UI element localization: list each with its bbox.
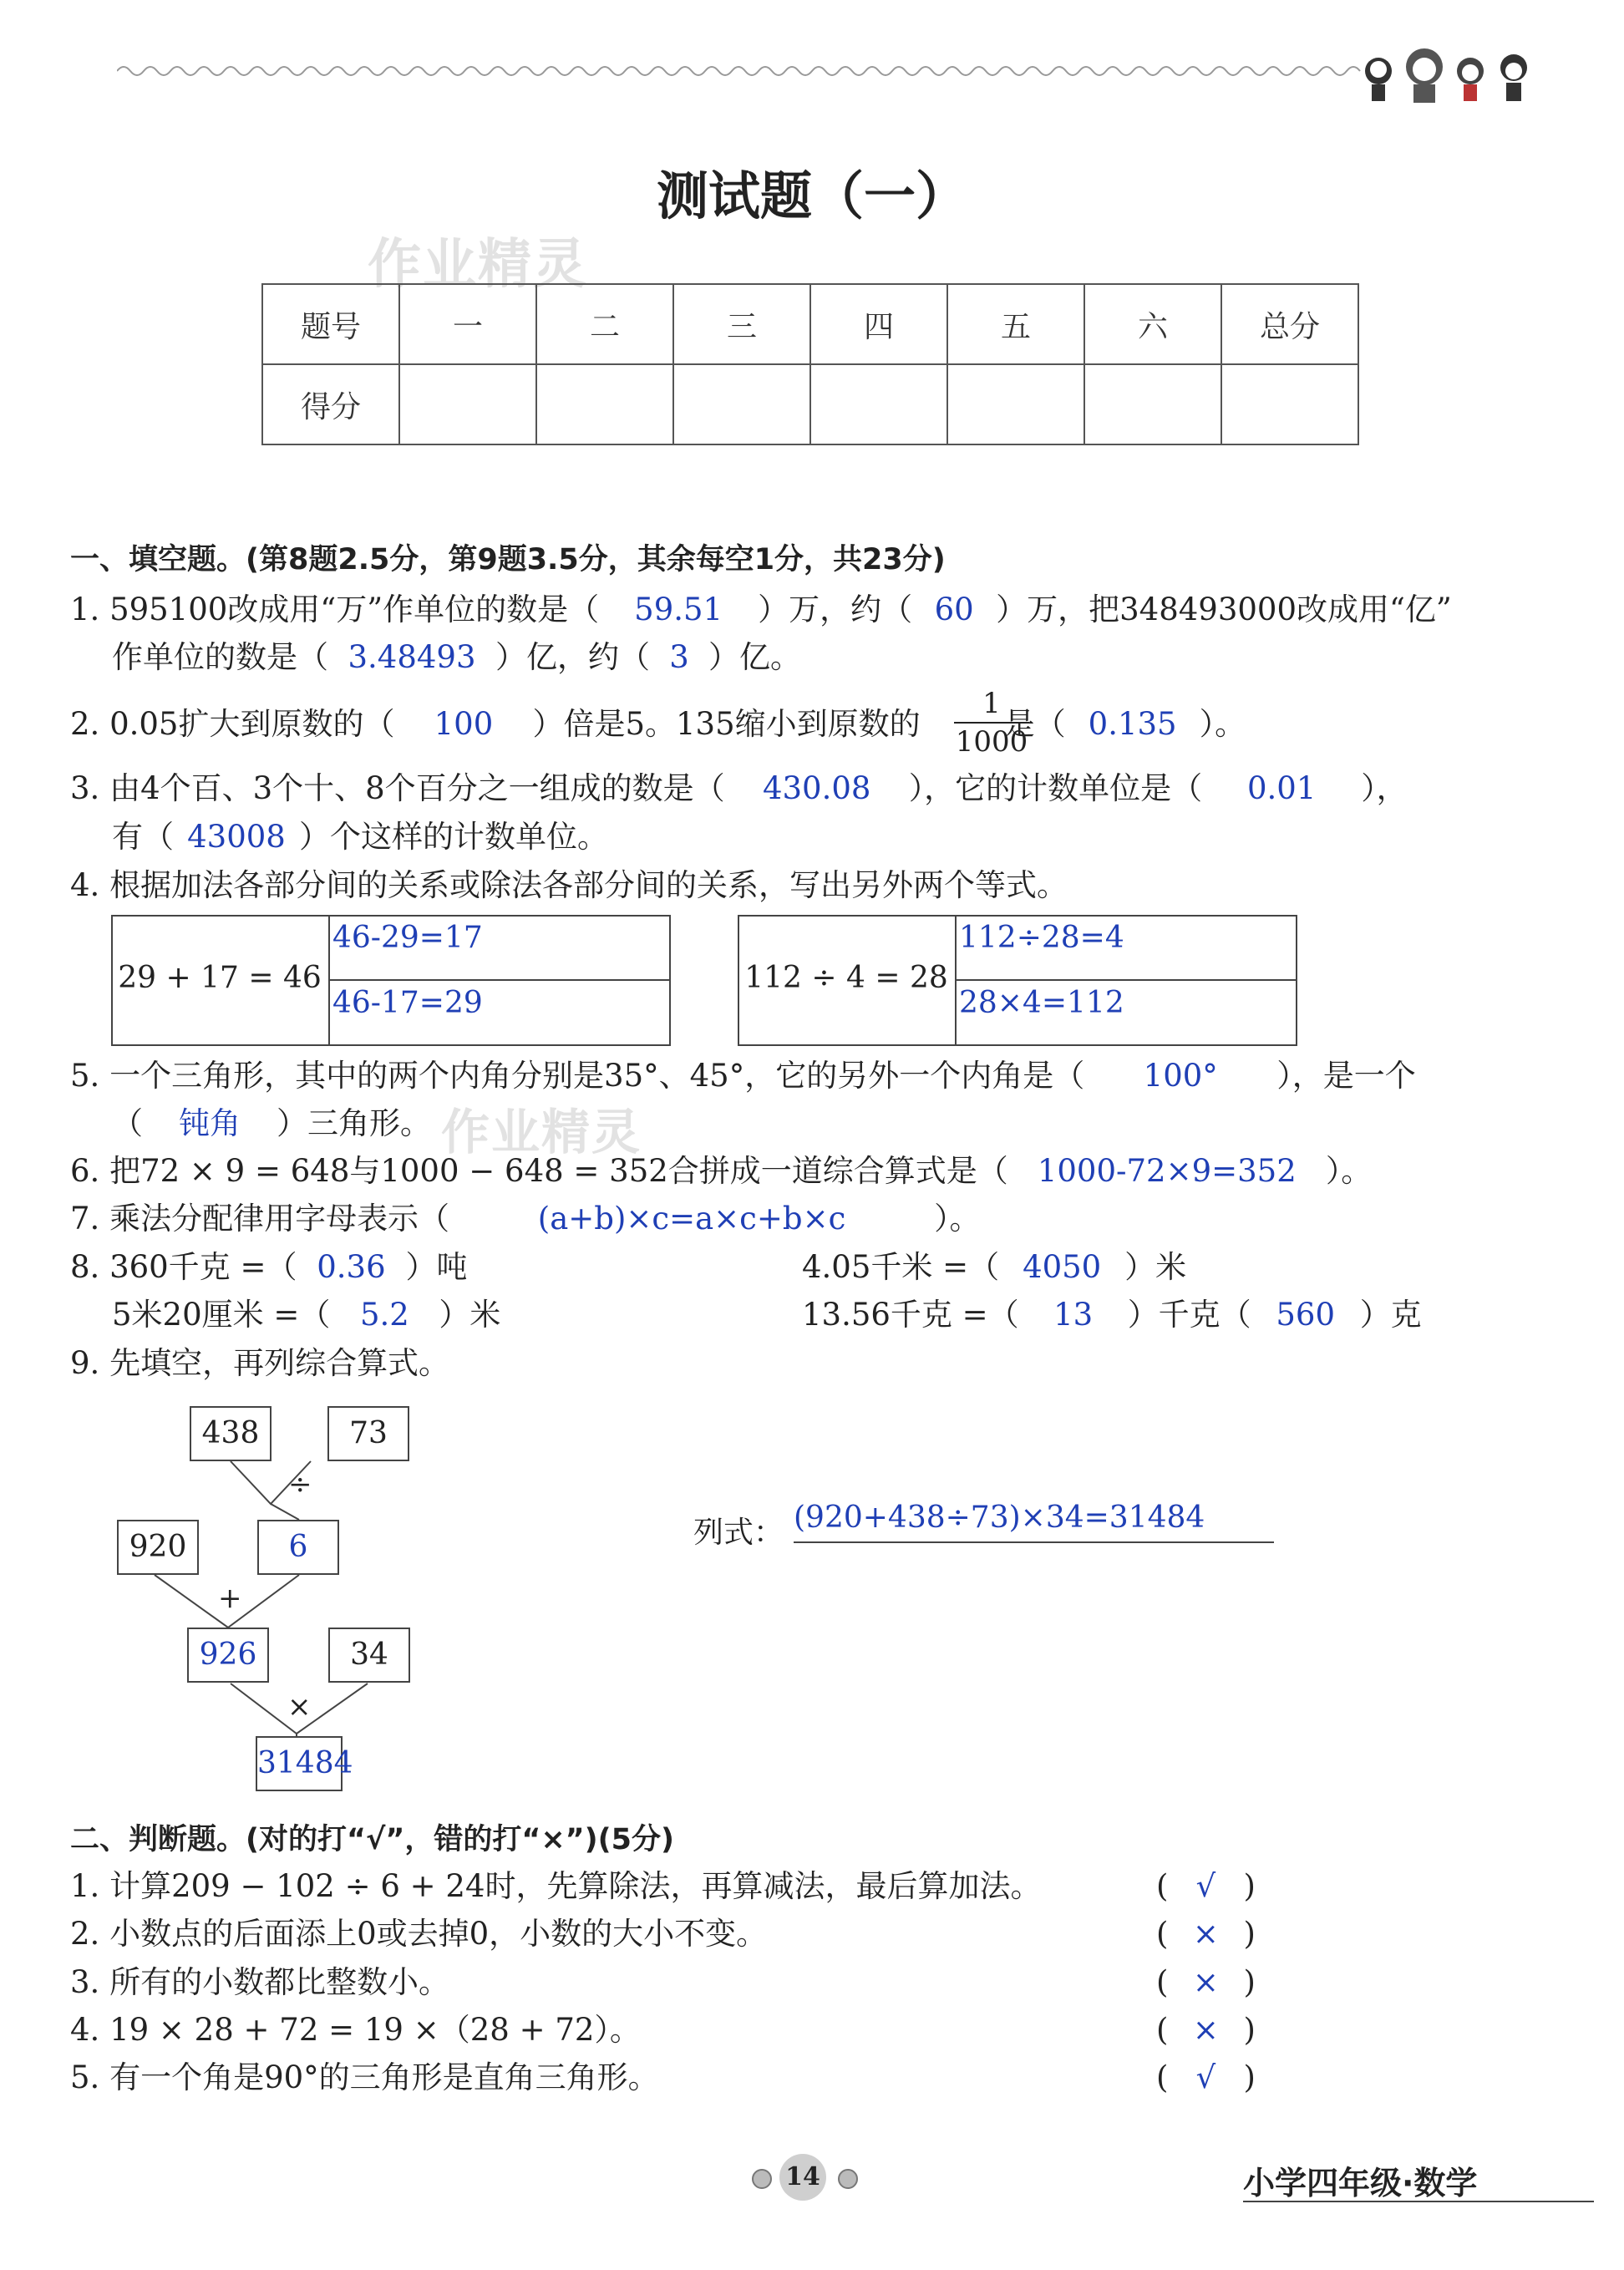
footer-rule bbox=[1243, 2201, 1594, 2202]
q8-text: ）米 bbox=[439, 1297, 501, 1333]
judgment-answer-2: × bbox=[1192, 1916, 1219, 1952]
judgment-item-5: 5. 有一个角是90°的三角形是直角三角形。 bbox=[70, 2059, 659, 2095]
fraction-denominator: 1000 bbox=[955, 725, 1028, 759]
equation-box-2-given: 112 ÷ 4 = 28 bbox=[744, 961, 948, 995]
tree-op-multiply: × bbox=[287, 1690, 312, 1724]
tree-node-926: 926 bbox=[187, 1628, 269, 1683]
tree-node-438: 438 bbox=[190, 1406, 272, 1461]
q2-answer-1: 100 bbox=[434, 706, 494, 742]
q6-text: ）。 bbox=[1325, 1153, 1373, 1189]
judgment-answer-5: √ bbox=[1195, 2059, 1216, 2095]
q8-answer-4: 13 bbox=[1053, 1297, 1094, 1333]
q1-text: 1. 595100改成用“万”作单位的数是（ bbox=[70, 592, 600, 627]
watermark: 作业精灵 bbox=[368, 234, 588, 296]
judgment-item-4-answer: ( × ) bbox=[1156, 2012, 1256, 2048]
score-header-cell: 五 bbox=[947, 284, 1084, 364]
q2-text: 2. 0.05扩大到原数的（ bbox=[70, 706, 395, 742]
judgment-answer-3: × bbox=[1192, 1964, 1219, 2000]
footer-dot-left bbox=[752, 2169, 772, 2189]
score-header-cell: 四 bbox=[810, 284, 947, 364]
q2-answer-2: 0.135 bbox=[1088, 706, 1177, 742]
q8-text: ）克 bbox=[1359, 1297, 1422, 1333]
section2-heading: 二、判断题。(对的打“√”，错的打“×”)(5分) bbox=[70, 1823, 675, 1856]
q1-text: ）亿。 bbox=[708, 639, 801, 675]
q1-answer-2: 60 bbox=[934, 592, 974, 627]
q3-text: 3. 由4个百、3个十、8个百分之一组成的数是（ bbox=[70, 770, 725, 806]
q7-answer: (a+b)×c=a×c+b×c bbox=[537, 1201, 846, 1237]
score-header-cell: 总分 bbox=[1221, 284, 1358, 364]
watermark: 作业精灵 bbox=[441, 1104, 642, 1160]
q1-text: ）万，约（ bbox=[758, 592, 913, 627]
judgment-item-1: 1. 计算209 − 102 ÷ 6 + 24时，先算除法，再算减法，最后算加法。 bbox=[70, 1868, 1042, 1904]
q6-text: 6. 把72 × 9 = 648与1000 − 648 = 352合拼成一道综合算式是（ bbox=[70, 1153, 1008, 1189]
q5-text: 5. 一个三角形，其中的两个内角分别是35°、45°，它的另外一个内角是（ bbox=[70, 1058, 1085, 1094]
score-row-label: 得分 bbox=[262, 364, 399, 444]
question-4: 4. 根据加法各部分间的关系或除法各部分间的关系，写出另外两个等式。 bbox=[70, 867, 1068, 903]
judgment-item-3: 3. 所有的小数都比整数小。 bbox=[70, 1964, 450, 2000]
footer-dot-right bbox=[838, 2169, 858, 2189]
q3-text: ），它的计数单位是（ bbox=[908, 770, 1203, 806]
q3-answer-2: 0.01 bbox=[1246, 770, 1317, 806]
score-header-cell: 六 bbox=[1084, 284, 1221, 364]
q8-text: 8. 360千克 =（ bbox=[70, 1249, 297, 1285]
page-number: 14 bbox=[779, 2154, 826, 2201]
score-header-cell: 题号 bbox=[262, 284, 399, 364]
q2-text: ）倍是5。135缩小到原数的 bbox=[532, 706, 921, 742]
judgment-answer-1: √ bbox=[1195, 1868, 1216, 1904]
equation-box-1-given: 29 + 17 = 46 bbox=[118, 961, 322, 995]
q3-answer-3: 43008 bbox=[187, 819, 286, 855]
q5-text: （ bbox=[112, 1105, 143, 1141]
equation-box-2-answer-1: 112÷28=4 bbox=[959, 921, 1124, 955]
q3-text: ）， bbox=[1361, 770, 1408, 806]
q5-answer-2: 钝角 bbox=[179, 1105, 241, 1141]
tree-node-920: 920 bbox=[117, 1520, 199, 1575]
q8-text: ）米 bbox=[1124, 1249, 1187, 1285]
q7-text: 7. 乘法分配律用字母表示（ bbox=[70, 1201, 450, 1237]
equation-box-1-answer-1: 46-29=17 bbox=[332, 921, 483, 955]
footer-label: 小学四年级·数学 bbox=[1243, 2165, 1478, 2201]
q9-expression-answer: (920+438÷73)×34=31484 bbox=[794, 1501, 1205, 1535]
page-title: 测试题（一） bbox=[656, 165, 967, 226]
q1-text: 作单位的数是（ bbox=[112, 639, 328, 675]
judgment-item-4: 4. 19 × 28 + 72 = 19 ×（28 + 72）。 bbox=[70, 2012, 641, 2048]
tree-node-73: 73 bbox=[327, 1406, 409, 1461]
tree-node-34: 34 bbox=[328, 1628, 410, 1683]
judgment-item-2: 2. 小数点的后面添上0或去掉0，小数的大小不变。 bbox=[70, 1916, 768, 1952]
judgment-item-5-answer: ( √ ) bbox=[1156, 2059, 1256, 2095]
q5-text: ），是一个 bbox=[1276, 1058, 1416, 1094]
q2-text: 是（ bbox=[1003, 706, 1066, 742]
q8-answer-2: 4050 bbox=[1023, 1249, 1102, 1285]
judgment-item-3-answer: ( × ) bbox=[1156, 1964, 1256, 2000]
q8-answer-5: 560 bbox=[1276, 1297, 1335, 1333]
equation-box-2-answer-2: 28×4=112 bbox=[959, 986, 1124, 1020]
q3-text: ）个这样的计数单位。 bbox=[299, 819, 608, 855]
q2-text: ）。 bbox=[1199, 706, 1246, 742]
judgment-answer-4: × bbox=[1192, 2012, 1219, 2048]
fraction-numerator: 1 bbox=[954, 685, 1029, 724]
judgment-item-2-answer: ( × ) bbox=[1156, 1916, 1256, 1952]
tree-node-31484: 31484 bbox=[256, 1736, 343, 1791]
q8-answer-1: 0.36 bbox=[317, 1249, 386, 1285]
q1-answer-1: 59.51 bbox=[634, 592, 723, 627]
q8-text: ）吨 bbox=[405, 1249, 468, 1285]
judgment-item-1-answer: ( √ ) bbox=[1156, 1868, 1256, 1904]
score-header-cell: 二 bbox=[536, 284, 673, 364]
q8-text: ）千克（ bbox=[1127, 1297, 1251, 1333]
q8-text: 13.56千克 =（ bbox=[802, 1297, 1019, 1333]
q1-answer-4: 3 bbox=[669, 639, 689, 675]
section1-heading: 一、填空题。(第8题2.5分，第9题3.5分，其余每空1分，共23分) bbox=[70, 543, 946, 576]
tree-op-plus: + bbox=[218, 1582, 242, 1615]
q5-answer-1: 100° bbox=[1143, 1058, 1218, 1094]
q8-answer-3: 5.2 bbox=[359, 1297, 409, 1333]
q5-text: ）三角形。 bbox=[277, 1105, 431, 1141]
q1-text: ）万，把348493000改成用“亿” bbox=[996, 592, 1452, 627]
q9-expression-label: 列式： bbox=[693, 1516, 784, 1550]
q8-text: 4.05千米 =（ bbox=[802, 1249, 1000, 1285]
score-header-cell: 一 bbox=[399, 284, 536, 364]
q3-answer-1: 430.08 bbox=[762, 770, 871, 806]
tree-node-6: 6 bbox=[257, 1520, 339, 1575]
tree-op-divide: ÷ bbox=[288, 1468, 312, 1501]
q6-answer: 1000-72×9=352 bbox=[1037, 1153, 1297, 1189]
q3-text: 有（ bbox=[112, 819, 174, 855]
q1-text: ）亿，约（ bbox=[495, 639, 650, 675]
q1-answer-3: 3.48493 bbox=[348, 639, 476, 675]
q8-text: 5米20厘米 =（ bbox=[112, 1297, 331, 1333]
question-9: 9. 先填空，再列综合算式。 bbox=[70, 1345, 450, 1381]
score-header-cell: 三 bbox=[673, 284, 810, 364]
q7-text: ）。 bbox=[934, 1201, 981, 1237]
equation-box-1-answer-2: 46-17=29 bbox=[332, 986, 483, 1020]
